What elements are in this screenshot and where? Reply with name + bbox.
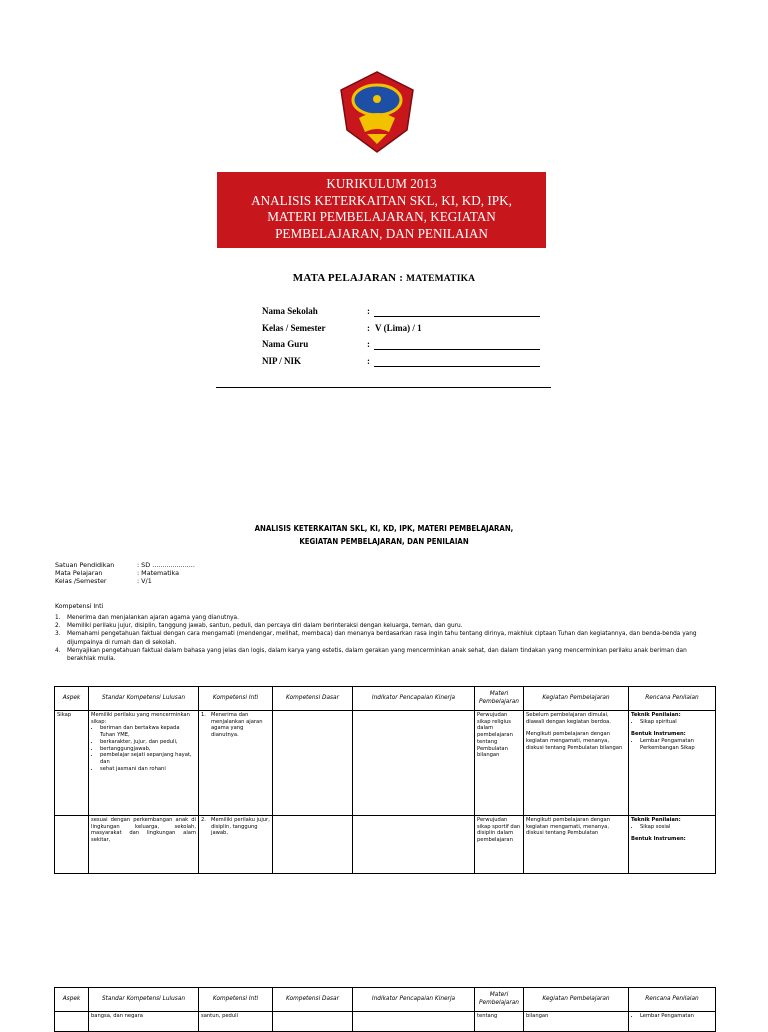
header-cell: Aspek xyxy=(55,687,89,711)
penilaian-item: • Lembar Pengamatan Perkembangan Sikap xyxy=(640,738,713,751)
banner-line: MATERI PEMBELAJARAN, KEGIATAN xyxy=(267,209,496,224)
skl-bullet: • sehat jasmani dan rohani xyxy=(100,766,196,773)
cell-kegiatan: Mengikuti pembelajaran dengan kegiatan mengamati, menanya, diskusi tentang Pembulatan xyxy=(524,816,629,874)
cell-aspek: Sikap xyxy=(55,711,89,816)
cell-aspek xyxy=(55,1012,89,1032)
ki-cell-num: 1. xyxy=(201,712,206,718)
cell-materi: Perwujudan sikap sportif dan disiplin dalam pembelajaran xyxy=(475,816,524,874)
field-colon: : xyxy=(367,322,370,333)
header-cell: Standar Kompetensi Lulusan xyxy=(89,988,199,1012)
banner-line: KURIKULUM 2013 xyxy=(326,176,437,191)
title-line: KEGIATAN PEMBELAJARAN, DAN PENILAIAN xyxy=(299,537,469,546)
cover-divider xyxy=(216,387,551,388)
penilaian-list xyxy=(631,738,713,751)
table-row xyxy=(55,816,716,874)
ki-list xyxy=(55,614,715,663)
cell-skl: bangsa, dan negara xyxy=(89,1012,199,1032)
cell-penilaian xyxy=(629,816,716,874)
penilaian-label: Teknik Penilaian: xyxy=(631,817,681,823)
ki-num: 2. xyxy=(55,623,61,630)
header-cell: Rencana Penilaian xyxy=(629,988,716,1012)
field-value: V (Lima) / 1 xyxy=(375,322,422,333)
cell-aspek xyxy=(55,816,89,874)
ki-text: Memiliki perilaku jujur, disiplin, tanggung jawab, santun, peduli, dan percaya diri dalam berinteraksi dengan keluarga, teman, dan guru. xyxy=(67,623,463,630)
cell-kd xyxy=(273,816,353,874)
ki-item xyxy=(55,630,715,646)
cell-materi: tentang xyxy=(475,1012,524,1032)
kegiatan-text: Mengikuti pembelajaran dengan kegiatan mengamati, menanya, diskusi tentang Pembulatan bilangan xyxy=(526,731,623,751)
skl-bullet: • berkarakter, jujur, dan peduli, xyxy=(100,739,196,746)
info-key: Satuan Pendidikan xyxy=(55,561,115,569)
title-line: ANALISIS KETERKAITAN SKL, KI, KD, IPK, MATERI PEMBELAJARAN, xyxy=(254,524,514,533)
field-colon: : xyxy=(367,306,370,316)
penilaian-list xyxy=(631,824,713,831)
ki-heading: Kompetensi Inti xyxy=(55,603,104,610)
subject-value: MATEMATIKA xyxy=(406,274,476,284)
field-colon: : xyxy=(367,355,370,366)
ki-text: Memahami pengetahuan faktual dengan cara mengamati (mendengar, melihat, membaca) dan menanya berdasarkan rasa ingin tahu tentang dirinya, makhluk ciptaan Tuhan dan kegiatannya, dan benda-benda yang dijumpainya di rumah dan di sekolah. xyxy=(67,631,697,646)
cover-title-banner xyxy=(217,172,546,248)
ki-cell-item xyxy=(201,817,270,837)
penilaian-item: • Lembar Pengamatan xyxy=(640,1013,713,1020)
analysis-table xyxy=(54,686,716,874)
table-header-row xyxy=(55,988,716,1012)
ki-num: 4. xyxy=(55,647,61,654)
cell-materi: Perwujudan sikap religius dalam pembelajaran tentang Pembulatan bilangan xyxy=(475,711,524,816)
header-cell: Kompetensi Inti xyxy=(199,687,273,711)
penilaian-list xyxy=(631,719,713,726)
analysis-table-continued xyxy=(54,987,716,1032)
cell-skl xyxy=(89,711,199,816)
penilaian-label: Bentuk Instrumen: xyxy=(631,836,686,843)
info-value: : SD ..................... xyxy=(137,561,195,569)
info-key: Mata Pelajaran xyxy=(55,569,103,578)
header-cell: Rencana Penilaian xyxy=(629,687,716,711)
cell-penilaian xyxy=(629,1012,716,1032)
field-label: Kelas / Semester xyxy=(262,322,326,333)
cell-ipk xyxy=(353,1012,475,1032)
field-label: Nama Guru xyxy=(262,339,309,349)
cell-penilaian xyxy=(629,711,716,816)
fill-line xyxy=(374,349,540,350)
header-cell: Aspek xyxy=(55,988,89,1012)
header-cell: Indikator Pencapaian Kinerja xyxy=(353,687,475,711)
ki-num: 3. xyxy=(55,631,61,638)
penilaian-item: • Sikap spiritual xyxy=(640,719,713,726)
header-cell: Kegiatan Pembelajaran xyxy=(524,687,629,711)
ki-item xyxy=(55,647,715,663)
table-row xyxy=(55,711,716,816)
skl-intro: Memiliki perilaku yang mencerminkan sikap: xyxy=(91,712,190,725)
ki-cell-text: Menerima dan menjalankan ajaran agama yang dianutnya. xyxy=(211,712,263,739)
skl-bullet-list xyxy=(91,725,196,772)
document-title xyxy=(31,522,738,548)
header-cell: Standar Kompetensi Lulusan xyxy=(89,687,199,711)
penilaian-list xyxy=(631,1013,713,1020)
table-row xyxy=(55,1012,716,1032)
ki-cell-text: Memiliki perilaku jujur, disiplin, tanggung jawab, xyxy=(211,817,270,837)
header-cell: Indikator Pencapaian Kinerja xyxy=(353,988,475,1012)
skl-bullet: • bertanggungjawab, xyxy=(100,746,196,753)
cell-kd xyxy=(273,711,353,816)
header-cell: Materi Pembelajaran xyxy=(475,988,524,1012)
cell-ipk xyxy=(353,816,475,874)
header-cell: Kompetensi Dasar xyxy=(273,687,353,711)
field-label: NIP / NIK xyxy=(262,355,302,366)
cell-skl: sesuai dengan perkembangan anak di lingkungan keluarga, sekolah, masyarakat dan lingkungan alam sekitar, xyxy=(89,816,199,874)
cell-kegiatan: bilangan xyxy=(524,1012,629,1032)
tut-wuri-handayani-logo xyxy=(337,68,417,156)
header-cell: Kompetensi Inti xyxy=(199,988,273,1012)
banner-line: ANALISIS KETERKAITAN SKL, KI, KD, IPK, xyxy=(251,192,512,208)
ki-item xyxy=(55,622,715,630)
field-colon: : xyxy=(367,339,370,349)
cell-kegiatan xyxy=(524,711,629,816)
field-label: Nama Sekolah xyxy=(262,306,318,316)
ki-num: 1. xyxy=(55,615,61,621)
cell-ki: santun, peduli xyxy=(199,1012,273,1032)
ki-text: Menerima dan menjalankan ajaran agama yang dianutnya. xyxy=(67,615,239,621)
ki-cell-num: 2. xyxy=(201,817,206,823)
info-value: : Matematika xyxy=(137,569,179,578)
banner-line: PEMBELAJARAN, DAN PENILAIAN xyxy=(275,225,488,241)
cell-ki xyxy=(199,711,273,816)
header-cell: Kompetensi Dasar xyxy=(273,988,353,1012)
fill-line xyxy=(374,316,540,317)
kegiatan-text: Sebelum pembelajaran dimulai, diawali dengan kegiatan berdoa. xyxy=(526,712,611,725)
header-cell: Materi Pembelajaran xyxy=(475,687,524,711)
cell-ipk xyxy=(353,711,475,816)
subject-label: MATA PELAJARAN : xyxy=(292,272,404,284)
ki-cell-item xyxy=(201,712,270,739)
penilaian-label: Teknik Penilaian: xyxy=(631,712,681,718)
ki-text: Menyajikan pengetahuan faktual dalam bahasa yang jelas dan logis, dalam karya yang estetis, dalam gerakan yang mencerminkan anak sehat, dan dalam tindakan yang mencerminkan perilaku anak beriman dan berakhlak mulia. xyxy=(67,647,687,663)
skl-bullet: • beriman dan bertakwa kepada Tuhan YME, xyxy=(100,725,196,738)
info-value: : V/1 xyxy=(137,577,152,586)
info-key: Kelas /Semester xyxy=(55,577,107,586)
table-header-row xyxy=(55,687,716,711)
subject-heading xyxy=(0,272,768,284)
penilaian-item: • Sikap sosial xyxy=(640,824,713,831)
penilaian-label: Bentuk Instrumen: xyxy=(631,731,686,738)
cell-ki xyxy=(199,816,273,874)
cell-kd xyxy=(273,1012,353,1032)
ki-item xyxy=(55,614,715,622)
header-cell: Kegiatan Pembelajaran xyxy=(524,988,629,1012)
fill-line xyxy=(374,366,540,367)
skl-bullet: • pembelajar sejati sepanjang hayat, dan xyxy=(100,752,196,765)
